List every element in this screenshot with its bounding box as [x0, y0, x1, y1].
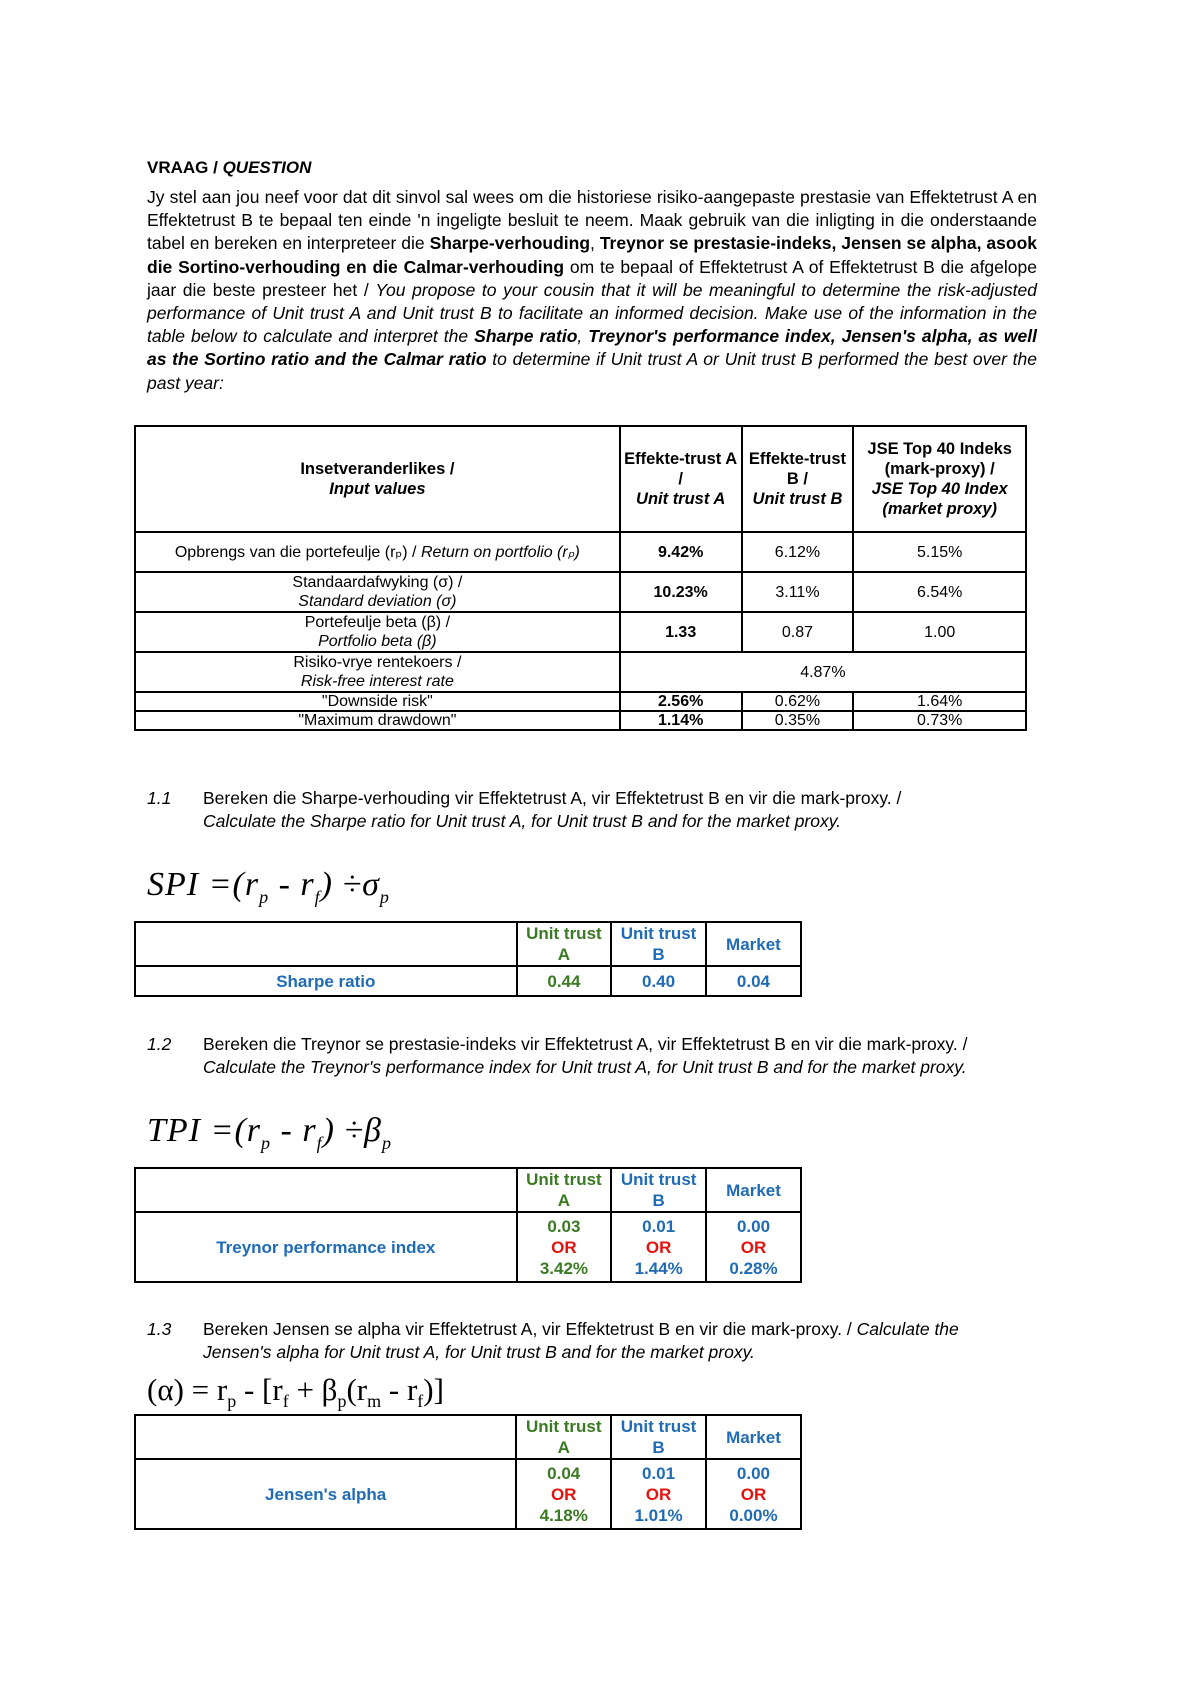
question-text-en: Calculate the Sharpe ratio for Unit trust A, for Unit trust B and for the market proxy. — [203, 811, 842, 831]
header-label-af: Effekte-trust B / — [748, 450, 847, 488]
jensens-alpha-table — [134, 1414, 802, 1530]
heading-af: VRAAG / — [147, 158, 223, 177]
cell-market: 0.73% — [853, 711, 1026, 730]
empty-header-cell — [135, 1415, 516, 1459]
intro-paragraph — [147, 186, 1037, 395]
intro-bold: Treynor se prestasie-indeks, Jensen se alpha, asook die Sortino-verhouding en die Calmar-verhouding — [147, 233, 1037, 277]
row-label-af: Risiko-vrye rentekoers / — [293, 654, 462, 671]
table-row — [135, 692, 1026, 711]
cell-market — [706, 1212, 801, 1282]
formula-sub: p — [379, 886, 390, 907]
question-text-af: Bereken die Sharpe-verhouding vir Effektetrust A, vir Effektetrust B en vir die mark-proxy. / — [203, 788, 902, 808]
header-label-af: JSE Top 40 Indeks (mark-proxy) / — [867, 440, 1012, 478]
cell-unit-trust-a — [516, 1459, 611, 1529]
question-number: 1.1 — [147, 788, 172, 808]
header-market: Market — [706, 922, 801, 966]
header-unit-trust-b — [742, 426, 854, 532]
value-percent: 3.42% — [539, 1258, 589, 1278]
question-text-en: Calculate the Jensen's alpha for Unit trust A, for Unit trust B and for the market proxy. — [203, 1319, 959, 1362]
row-label-af: Opbrengs van die portefeulje (rₚ) / — [174, 543, 421, 561]
header-label-en: Unit trust A — [636, 490, 726, 508]
table-row — [135, 532, 1026, 572]
sharpe-formula — [147, 866, 390, 908]
cell-unit-trust-b: 0.40 — [611, 966, 706, 996]
cell-market: 6.54% — [853, 572, 1026, 612]
formula-part: TPI — [147, 1112, 201, 1149]
or-label: OR — [645, 1484, 672, 1504]
formula-part: (r — [346, 1372, 368, 1407]
header-input-values — [135, 426, 620, 532]
value-percent: 1.44% — [634, 1258, 683, 1278]
intro-text: om te bepaal of Effektetrust A of Effektetrust B die afgelope jaar die beste presteer het / — [147, 256, 1037, 300]
value-decimal: 0.03 — [547, 1216, 581, 1236]
treynor-index-table — [134, 1167, 802, 1283]
header-unit-trust-b: Unit trust B — [611, 922, 706, 966]
formula-sub: p — [261, 1132, 271, 1153]
cell-market: 1.00 — [853, 612, 1026, 652]
value-percent: 0.00% — [729, 1505, 778, 1525]
row-label: Treynor performance index — [135, 1212, 517, 1282]
row-label-en: Risk-free interest rate — [300, 673, 454, 690]
formula-part: ) ÷β — [322, 1112, 382, 1149]
header-unit-trust-b: Unit trust B — [611, 1415, 706, 1459]
question-text-af: Bereken Jensen se alpha vir Effektetrust A, vir Effektetrust B en vir die mark-proxy. / — [203, 1319, 857, 1339]
row-label — [135, 612, 620, 652]
value-percent: 1.01% — [634, 1505, 683, 1525]
table-header-row — [135, 922, 801, 966]
header-label-en: Unit trust B — [752, 490, 843, 508]
question-number: 1.3 — [147, 1319, 172, 1339]
cell-unit-trust-b: 0.87 — [742, 612, 854, 652]
cell-unit-trust-a: 2.56% — [620, 692, 742, 711]
header-unit-trust-a: Unit trust A — [517, 922, 612, 966]
header-market: Market — [706, 1168, 801, 1212]
cell-unit-trust-b: 0.62% — [742, 692, 854, 711]
value-decimal: 0.00 — [736, 1463, 771, 1483]
question-text — [203, 1318, 973, 1364]
formula-sub: p — [227, 1391, 237, 1412]
cell-unit-trust-a: 9.42% — [620, 532, 742, 572]
intro-bold: Sharpe-verhouding — [429, 233, 591, 254]
value-percent: 0.28% — [729, 1258, 778, 1278]
formula-sub: p — [259, 886, 270, 907]
formula-part: )] — [423, 1372, 444, 1407]
cell-unit-trust-b: 6.12% — [742, 532, 854, 572]
formula-part: SPI — [147, 866, 200, 903]
table-row — [135, 711, 1026, 730]
table-header-row — [135, 1415, 801, 1459]
intro-text-en: , — [577, 326, 589, 347]
header-label-en: Input values — [329, 480, 426, 498]
formula-part: - [r — [236, 1372, 283, 1407]
question-text-af: Bereken die Treynor se prestasie-indeks vir Effektetrust A, vir Effektetrust B en vir die mark-proxy. / — [203, 1034, 968, 1054]
formula-part: =(r — [199, 866, 260, 903]
row-label-en: Return on portfolio (rₚ) — [420, 543, 580, 561]
cell-market — [706, 1459, 801, 1529]
empty-header-cell — [135, 1168, 517, 1212]
row-label — [135, 652, 620, 692]
intro-text: Jy stel aan jou neef voor dat dit sinvol sal wees om die historiese risiko-aangepaste prestasie van Effektetrust A en Effektetrust B te bepaal ten einde 'n ingeligte besluit te neem. Maak gebruik van die inligting in die onderstaande tabel en bereken en interpreteer die — [147, 187, 1037, 254]
table-header-row — [135, 1168, 801, 1212]
treynor-formula — [147, 1112, 392, 1154]
table-row — [135, 1212, 801, 1282]
row-label: "Downside risk" — [135, 692, 620, 711]
input-values-table — [134, 425, 1027, 731]
intro-text-en: to determine if Unit trust A or Unit trust B performed the best over the past year: — [147, 349, 1037, 393]
formula-part: + β — [288, 1372, 338, 1407]
row-label-en: Standard deviation (σ) — [298, 593, 457, 610]
header-unit-trust-a: Unit trust A — [516, 1415, 611, 1459]
intro-bold-en: Sharpe ratio — [474, 326, 578, 347]
question-number: 1.2 — [147, 1034, 172, 1054]
formula-part: - r — [381, 1372, 418, 1407]
header-label-af: Insetveranderlikes / — [300, 460, 455, 478]
or-label: OR — [740, 1484, 767, 1504]
table-row — [135, 966, 801, 996]
heading-en: QUESTION — [222, 158, 312, 177]
row-label: Jensen's alpha — [135, 1459, 516, 1529]
cell-unit-trust-a: 1.33 — [620, 612, 742, 652]
table-row — [135, 652, 1026, 692]
table-row — [135, 1459, 801, 1529]
or-label: OR — [740, 1237, 767, 1257]
row-label-af: Portefeulje beta (β) / — [304, 614, 451, 631]
formula-sub: f — [417, 1391, 424, 1412]
formula-part: =(r — [201, 1112, 261, 1149]
cell-market: 5.15% — [853, 532, 1026, 572]
value-decimal: 0.01 — [642, 1216, 676, 1236]
table-row — [135, 612, 1026, 652]
or-label: OR — [550, 1484, 577, 1504]
intro-text-en: You propose to your cousin that it will be meaningful to determine the risk-adjusted performance of Unit trust A and Unit trust B to facilitate an informed decision. Make use of the information in the table below to calculate and interpret the — [147, 279, 1038, 347]
value-decimal: 0.01 — [641, 1463, 676, 1483]
row-label — [135, 572, 620, 612]
or-label: OR — [645, 1237, 672, 1257]
formula-sub: f — [282, 1391, 289, 1412]
value-decimal: 0.04 — [547, 1463, 581, 1483]
row-label — [135, 532, 620, 572]
row-label-af: Standaardafwyking (σ) / — [292, 574, 463, 591]
table-header-row — [135, 426, 1026, 532]
or-label: OR — [551, 1237, 577, 1257]
cell-market: 1.64% — [853, 692, 1026, 711]
header-unit-trust-a — [620, 426, 742, 532]
intro-text: , — [590, 233, 600, 254]
question-text-en: Calculate the Treynor's performance index for Unit trust A, for Unit trust B and for the market proxy. — [203, 1057, 967, 1077]
formula-part: ) ÷σ — [320, 866, 380, 903]
value-percent: 4.18% — [539, 1505, 588, 1525]
formula-sub: f — [316, 1132, 323, 1153]
table-row — [135, 572, 1026, 612]
formula-sub: p — [337, 1391, 347, 1412]
formula-part: (α) = r — [147, 1372, 228, 1407]
cell-unit-trust-a: 0.44 — [517, 966, 612, 996]
formula-part: - r — [269, 866, 315, 903]
formula-sub: p — [382, 1132, 392, 1153]
header-unit-trust-b: Unit trust B — [611, 1168, 706, 1212]
cell-risk-free-rate: 4.87% — [620, 652, 1026, 692]
header-label-af: Effekte-trust A / — [624, 450, 738, 488]
header-unit-trust-a: Unit trust A — [517, 1168, 612, 1212]
question-heading — [147, 158, 311, 178]
sharpe-ratio-table — [134, 921, 802, 997]
intro-bold-en: Treynor's performance index, Jensen's alpha, as well as the Sortino ratio and the Calmar ratio — [147, 326, 1037, 370]
empty-header-cell — [135, 922, 517, 966]
cell-unit-trust-b — [611, 1459, 706, 1529]
formula-sub: f — [314, 886, 321, 907]
header-label-en: JSE Top 40 Index (market proxy) — [871, 480, 1008, 518]
question-text — [203, 787, 973, 833]
cell-unit-trust-b: 3.11% — [742, 572, 854, 612]
cell-unit-trust-a: 10.23% — [620, 572, 742, 612]
cell-market: 0.04 — [706, 966, 801, 996]
formula-part: - r — [271, 1112, 317, 1149]
cell-unit-trust-a: 1.14% — [620, 711, 742, 730]
formula-sub: m — [367, 1391, 382, 1412]
header-market: Market — [706, 1415, 801, 1459]
cell-unit-trust-a — [517, 1212, 612, 1282]
jensen-formula — [147, 1372, 444, 1412]
cell-unit-trust-b: 0.35% — [742, 711, 854, 730]
row-label-en: Portfolio beta (β) — [318, 633, 437, 650]
cell-unit-trust-b — [611, 1212, 706, 1282]
row-label: Sharpe ratio — [135, 966, 517, 996]
header-market-proxy — [853, 426, 1026, 532]
value-decimal: 0.00 — [736, 1216, 771, 1236]
row-label: "Maximum drawdown" — [135, 711, 620, 730]
question-text — [203, 1033, 973, 1079]
